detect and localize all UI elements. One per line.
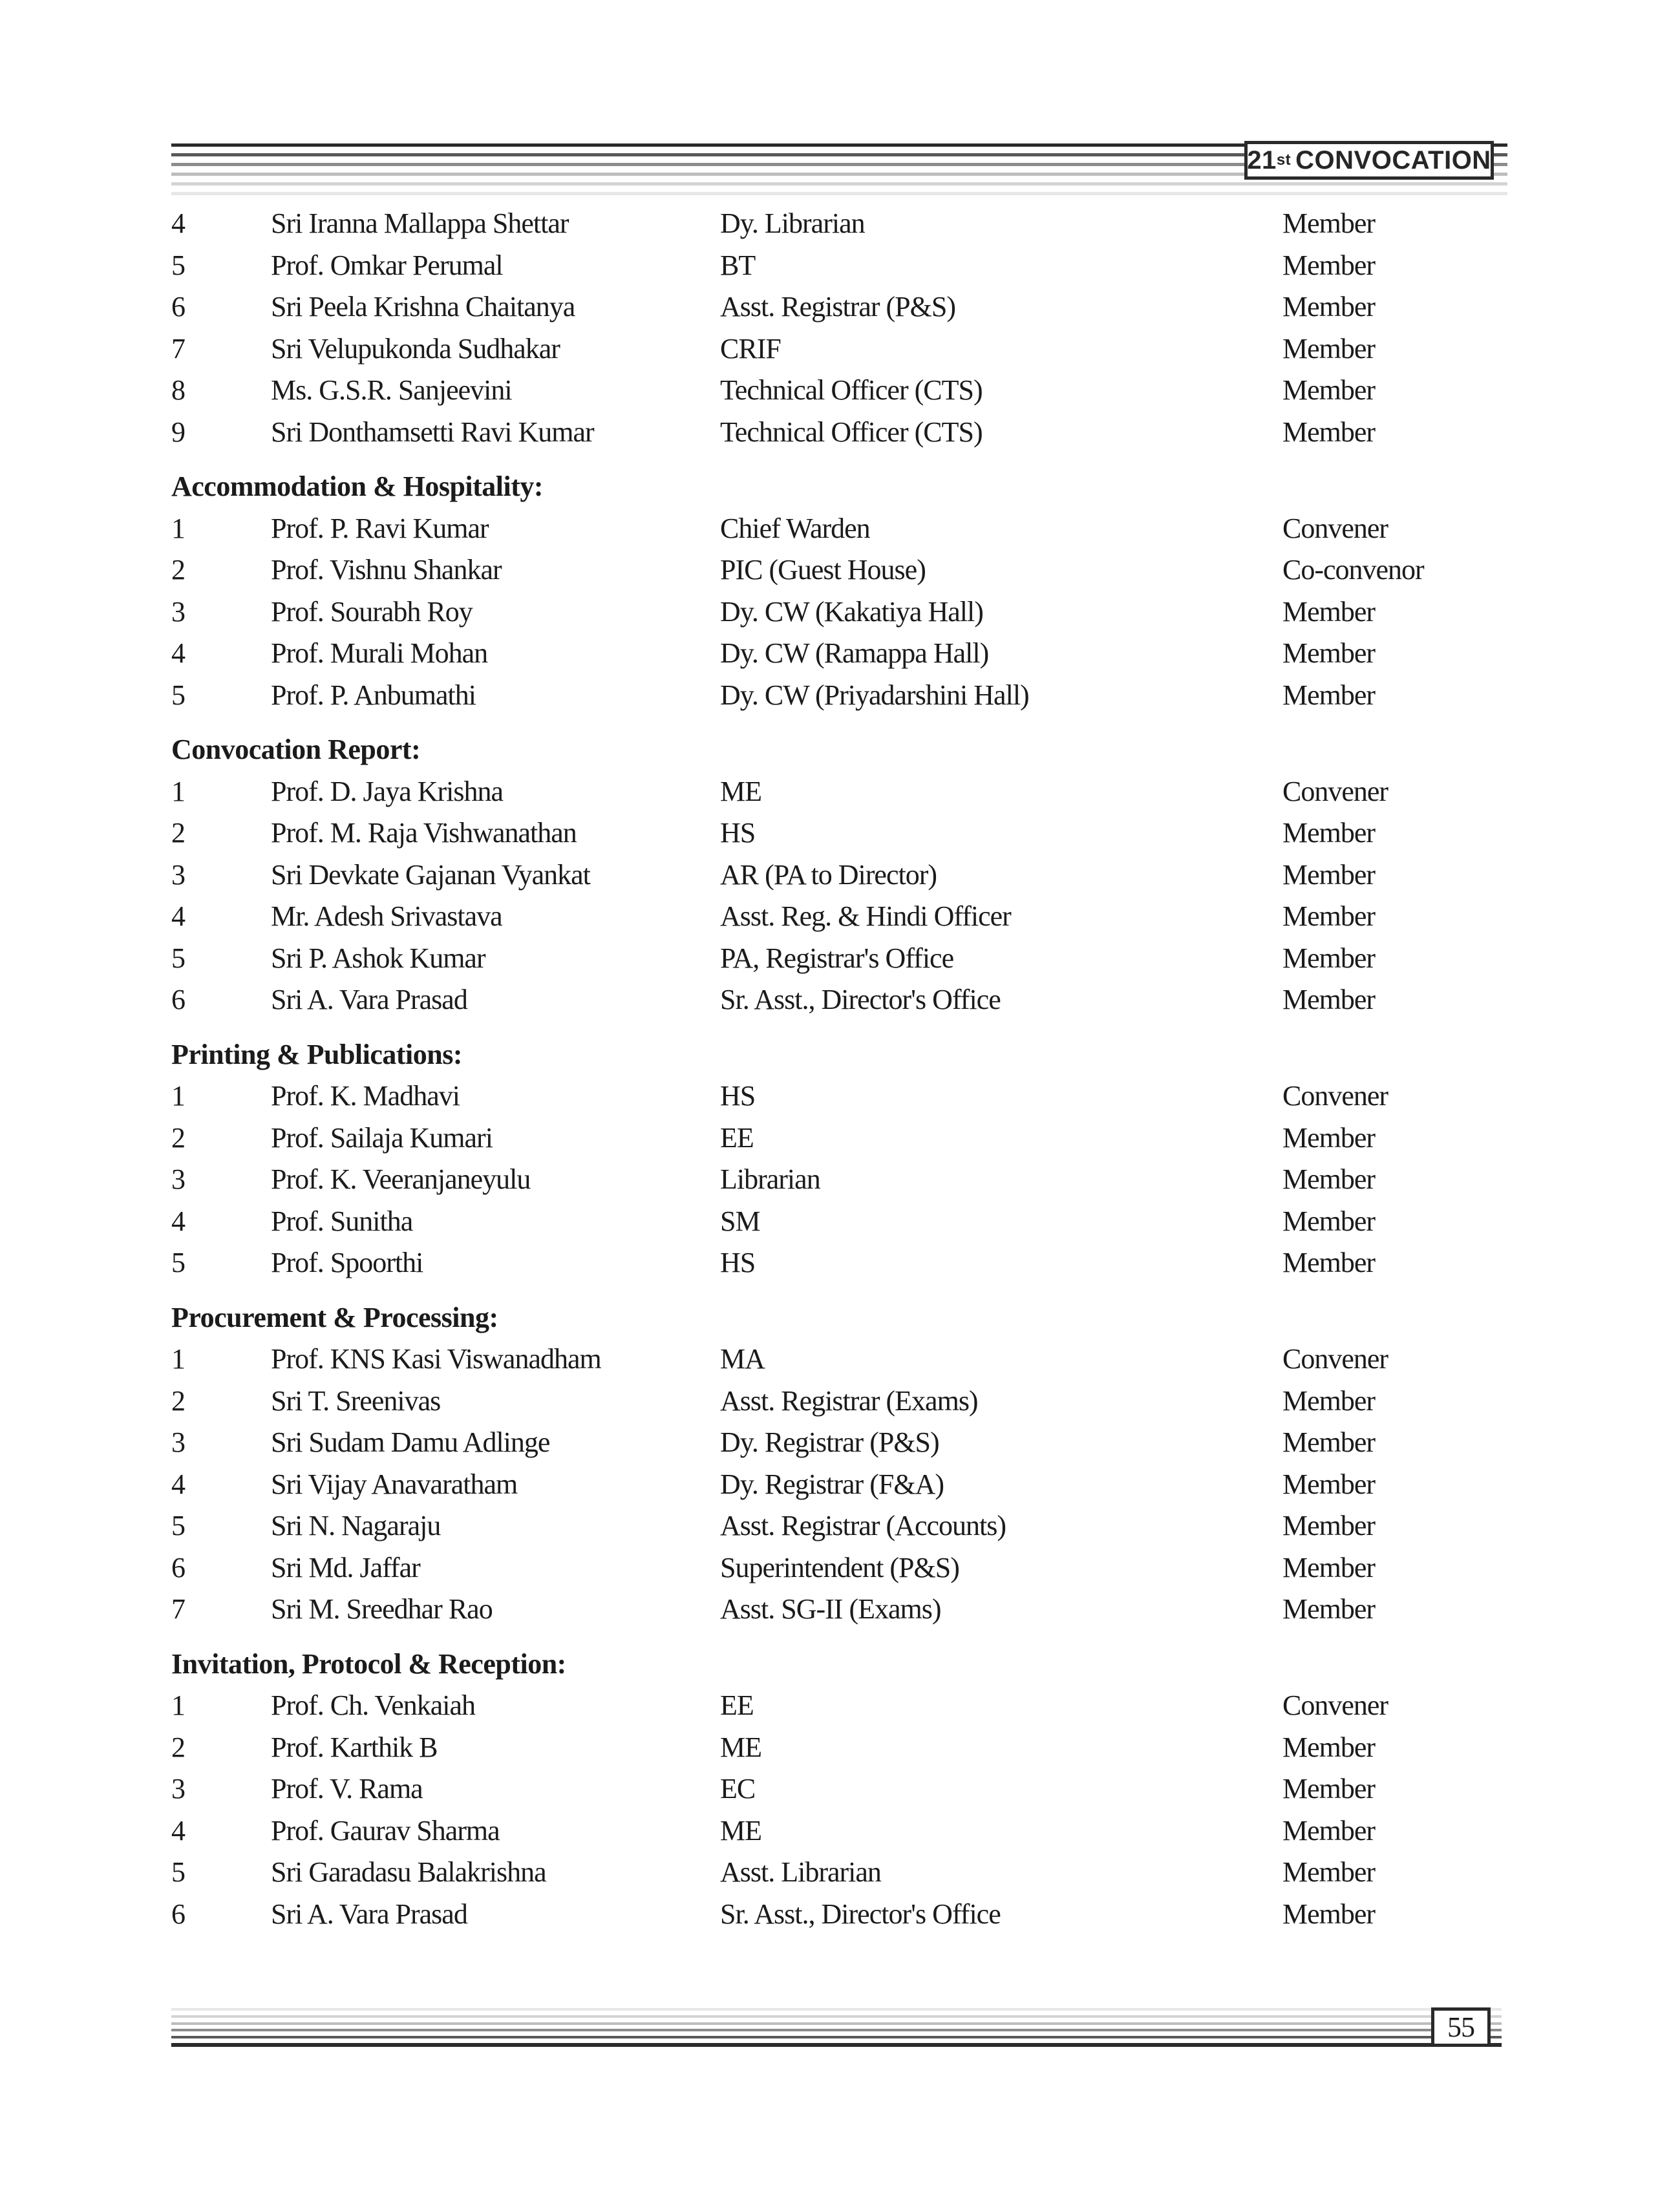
member-role: Member <box>1282 332 1376 365</box>
page-number: 55 <box>1447 2011 1474 2043</box>
member-designation: Asst. Librarian <box>720 1856 881 1888</box>
footer-rule-lines <box>171 2008 1502 2048</box>
member-designation: Technical Officer (CTS) <box>720 374 983 406</box>
member-designation: HS <box>720 1247 756 1278</box>
member-role: Member <box>1282 858 1376 891</box>
table-row <box>171 1768 1507 1810</box>
table-row <box>171 1339 1507 1381</box>
member-designation: Superintendent (P&S) <box>720 1551 959 1583</box>
row-number: 5 <box>171 249 185 281</box>
member-role: Member <box>1282 291 1376 323</box>
table-row <box>171 1505 1507 1547</box>
table-row <box>171 286 1507 328</box>
member-role: Convener <box>1282 512 1388 544</box>
member-name: Sri Sudam Damu Adlinge <box>271 1426 550 1458</box>
member-role: Member <box>1282 637 1376 669</box>
table-row <box>171 1117 1507 1159</box>
row-number: 3 <box>171 1773 185 1805</box>
member-name: Prof. M. Raja Vishwanathan <box>271 817 577 849</box>
rule-line <box>171 2029 1502 2031</box>
rule-line <box>171 2008 1502 2011</box>
row-number: 4 <box>171 637 185 669</box>
member-role: Member <box>1282 984 1376 1015</box>
member-name: Sri A. Vara Prasad <box>271 1898 467 1930</box>
member-designation: AR (PA to Director) <box>720 858 937 891</box>
member-designation: EE <box>720 1121 754 1154</box>
table-row <box>171 591 1507 633</box>
table-row <box>171 812 1507 854</box>
member-name: Sri Md. Jaffar <box>271 1551 420 1583</box>
member-role: Member <box>1282 1163 1376 1195</box>
row-number: 1 <box>171 775 185 807</box>
member-role: Member <box>1282 1551 1376 1583</box>
row-number: 2 <box>171 1121 185 1154</box>
table-row <box>171 1894 1507 1936</box>
member-designation: Asst. Registrar (Accounts) <box>720 1510 1006 1541</box>
table-row <box>171 979 1507 1021</box>
member-name: Mr. Adesh Srivastava <box>271 900 502 932</box>
table-row <box>171 508 1507 550</box>
member-designation: PIC (Guest House) <box>720 554 926 586</box>
member-name: Prof. Murali Mohan <box>271 637 488 669</box>
table-row <box>171 203 1507 245</box>
member-role: Co-convenor <box>1282 554 1424 586</box>
member-role: Member <box>1282 942 1376 974</box>
member-name: Prof. D. Jaya Krishna <box>271 775 504 807</box>
row-number: 2 <box>171 817 185 849</box>
row-number: 6 <box>171 1898 185 1930</box>
member-designation: ME <box>720 1814 761 1847</box>
member-role: Member <box>1282 1510 1376 1541</box>
row-number: 5 <box>171 1247 185 1278</box>
member-name: Sri T. Sreenivas <box>271 1384 441 1417</box>
table-row <box>171 1464 1507 1506</box>
member-name: Sri Peela Krishna Chaitanya <box>271 291 575 323</box>
member-name: Prof. Karthik B <box>271 1731 438 1763</box>
table-row <box>171 1727 1507 1769</box>
member-designation: Chief Warden <box>720 512 870 544</box>
member-name: Sri M. Sreedhar Rao <box>271 1593 493 1625</box>
section-title: Invitation, Protocol & Reception: <box>171 1647 566 1680</box>
member-designation: ME <box>720 775 761 807</box>
row-number: 3 <box>171 858 185 891</box>
member-designation: EC <box>720 1773 756 1805</box>
member-name: Sri Donthamsetti Ravi Kumar <box>271 416 594 448</box>
member-role: Member <box>1282 249 1376 281</box>
member-role: Member <box>1282 416 1376 448</box>
member-name: Prof. P. Ravi Kumar <box>271 512 489 544</box>
table-row <box>171 1852 1507 1894</box>
member-designation: Librarian <box>720 1163 820 1195</box>
section-title: Convocation Report: <box>171 734 421 765</box>
member-designation: Dy. CW (Ramappa Hall) <box>720 637 989 669</box>
row-number: 5 <box>171 942 185 974</box>
row-number: 7 <box>171 1593 185 1625</box>
member-name: Ms. G.S.R. Sanjeevini <box>271 374 512 406</box>
row-number: 8 <box>171 374 185 406</box>
page-number-box <box>1431 2007 1491 2047</box>
rule-line <box>171 2022 1502 2025</box>
row-number: 6 <box>171 1551 185 1583</box>
row-number: 2 <box>171 1384 185 1417</box>
row-number: 6 <box>171 291 185 323</box>
member-designation: ME <box>720 1731 761 1763</box>
member-role: Member <box>1282 1468 1376 1500</box>
table-row <box>171 633 1507 675</box>
section-title: Procurement & Processing: <box>171 1301 498 1333</box>
member-name: Prof. K. Veeranjaneyulu <box>271 1163 531 1195</box>
row-number: 2 <box>171 554 185 586</box>
row-number: 5 <box>171 1856 185 1888</box>
member-role: Member <box>1282 900 1376 932</box>
rule-line <box>171 2015 1502 2018</box>
table-row <box>171 1201 1507 1243</box>
member-role: Member <box>1282 207 1376 239</box>
member-designation: Asst. Registrar (Exams) <box>720 1384 978 1417</box>
member-role: Convener <box>1282 1343 1388 1375</box>
row-number: 4 <box>171 1468 185 1500</box>
member-role: Member <box>1282 1384 1376 1417</box>
member-role: Member <box>1282 1247 1376 1278</box>
committee-list <box>171 203 1507 1935</box>
member-designation: Dy. CW (Kakatiya Hall) <box>720 595 983 628</box>
row-number: 4 <box>171 900 185 932</box>
member-role: Convener <box>1282 775 1388 807</box>
member-name: Prof. K. Madhavi <box>271 1080 460 1112</box>
member-designation: Technical Officer (CTS) <box>720 416 983 448</box>
member-role: Member <box>1282 817 1376 849</box>
table-row <box>171 1242 1507 1284</box>
member-name: Prof. Sunitha <box>271 1205 413 1237</box>
member-name: Prof. Spoorthi <box>271 1247 423 1278</box>
rule-line <box>171 2043 1502 2047</box>
member-name: Prof. Omkar Perumal <box>271 249 503 281</box>
member-role: Convener <box>1282 1689 1388 1721</box>
member-designation: PA, Registrar's Office <box>720 942 954 974</box>
member-designation: Asst. Reg. & Hindi Officer <box>720 900 1011 932</box>
row-number: 4 <box>171 1205 185 1237</box>
member-role: Member <box>1282 1426 1376 1458</box>
row-number: 1 <box>171 1080 185 1112</box>
member-name: Prof. V. Rama <box>271 1773 423 1805</box>
table-row <box>171 896 1507 938</box>
member-role: Member <box>1282 374 1376 406</box>
row-number: 1 <box>171 512 185 544</box>
member-designation: MA <box>720 1343 765 1375</box>
member-role: Member <box>1282 1898 1376 1930</box>
table-row <box>171 1422 1507 1464</box>
table-row <box>171 1810 1507 1852</box>
member-designation: Asst. SG-II (Exams) <box>720 1593 941 1625</box>
member-name: Sri P. Ashok Kumar <box>271 942 485 974</box>
member-name: Prof. P. Anbumathi <box>271 679 476 711</box>
table-row <box>171 412 1507 454</box>
row-number: 9 <box>171 416 185 448</box>
table-row <box>171 549 1507 591</box>
table-row <box>171 370 1507 412</box>
member-designation: CRIF <box>720 332 781 365</box>
row-number: 4 <box>171 207 185 239</box>
row-number: 1 <box>171 1689 185 1721</box>
row-number: 6 <box>171 984 185 1015</box>
member-name: Sri Garadasu Balakrishna <box>271 1856 546 1888</box>
convocation-badge: 21 st CONVOCATION <box>1244 141 1494 180</box>
member-name: Prof. Gaurav Sharma <box>271 1814 500 1847</box>
member-role: Member <box>1282 1205 1376 1237</box>
section-title: Printing & Publications: <box>171 1038 463 1070</box>
member-role: Member <box>1282 1814 1376 1847</box>
row-number: 1 <box>171 1343 185 1375</box>
row-number: 3 <box>171 1163 185 1195</box>
badge-label: CONVOCATION <box>1295 145 1491 175</box>
table-row <box>171 1075 1507 1117</box>
member-name: Prof. Vishnu Shankar <box>271 554 502 586</box>
member-name: Prof. Ch. Venkaiah <box>271 1689 476 1721</box>
table-row <box>171 1589 1507 1631</box>
member-designation: Asst. Registrar (P&S) <box>720 291 955 323</box>
member-name: Prof. KNS Kasi Viswanadham <box>271 1343 601 1375</box>
member-role: Member <box>1282 679 1376 711</box>
member-name: Prof. Sailaja Kumari <box>271 1121 493 1154</box>
row-number: 3 <box>171 595 185 628</box>
member-name: Sri A. Vara Prasad <box>271 984 467 1015</box>
member-name: Sri Vijay Anavaratham <box>271 1468 518 1500</box>
rule-line <box>171 192 1507 195</box>
row-number: 2 <box>171 1731 185 1763</box>
member-designation: Sr. Asst., Director's Office <box>720 984 1001 1015</box>
table-row <box>171 328 1507 370</box>
member-role: Member <box>1282 1731 1376 1763</box>
member-designation: HS <box>720 1080 756 1112</box>
row-number: 5 <box>171 679 185 711</box>
table-row <box>171 1381 1507 1423</box>
row-number: 7 <box>171 332 185 365</box>
table-row <box>171 771 1507 813</box>
table-row <box>171 854 1507 896</box>
table-row <box>171 245 1507 287</box>
member-designation: Dy. Librarian <box>720 207 865 239</box>
member-role: Member <box>1282 1856 1376 1888</box>
table-row <box>171 675 1507 717</box>
member-designation: Dy. CW (Priyadarshini Hall) <box>720 679 1029 711</box>
table-row <box>171 1685 1507 1727</box>
member-designation: BT <box>720 249 756 281</box>
member-designation: HS <box>720 817 756 849</box>
row-number: 4 <box>171 1814 185 1847</box>
member-designation: SM <box>720 1205 760 1237</box>
member-name: Sri Velupukonda Sudhakar <box>271 332 560 365</box>
member-name: Sri Devkate Gajanan Vyankat <box>271 858 590 891</box>
member-designation: Dy. Registrar (F&A) <box>720 1468 944 1500</box>
member-role: Member <box>1282 1593 1376 1625</box>
member-name: Sri N. Nagaraju <box>271 1510 441 1541</box>
rule-line <box>171 182 1507 185</box>
member-role: Convener <box>1282 1080 1388 1112</box>
member-role: Member <box>1282 595 1376 628</box>
member-name: Prof. Sourabh Roy <box>271 595 473 628</box>
rule-line <box>171 2036 1502 2038</box>
member-role: Member <box>1282 1121 1376 1154</box>
member-designation: EE <box>720 1689 754 1721</box>
member-designation: Dy. Registrar (P&S) <box>720 1426 939 1458</box>
badge-number: 21 <box>1247 145 1277 175</box>
section-title: Accommodation & Hospitality: <box>171 471 544 502</box>
row-number: 5 <box>171 1510 185 1541</box>
member-role: Member <box>1282 1773 1376 1805</box>
member-designation: Sr. Asst., Director's Office <box>720 1898 1001 1930</box>
row-number: 3 <box>171 1426 185 1458</box>
table-row <box>171 938 1507 980</box>
table-row <box>171 1159 1507 1201</box>
table-row <box>171 1547 1507 1589</box>
member-name: Sri Iranna Mallappa Shettar <box>271 207 569 239</box>
